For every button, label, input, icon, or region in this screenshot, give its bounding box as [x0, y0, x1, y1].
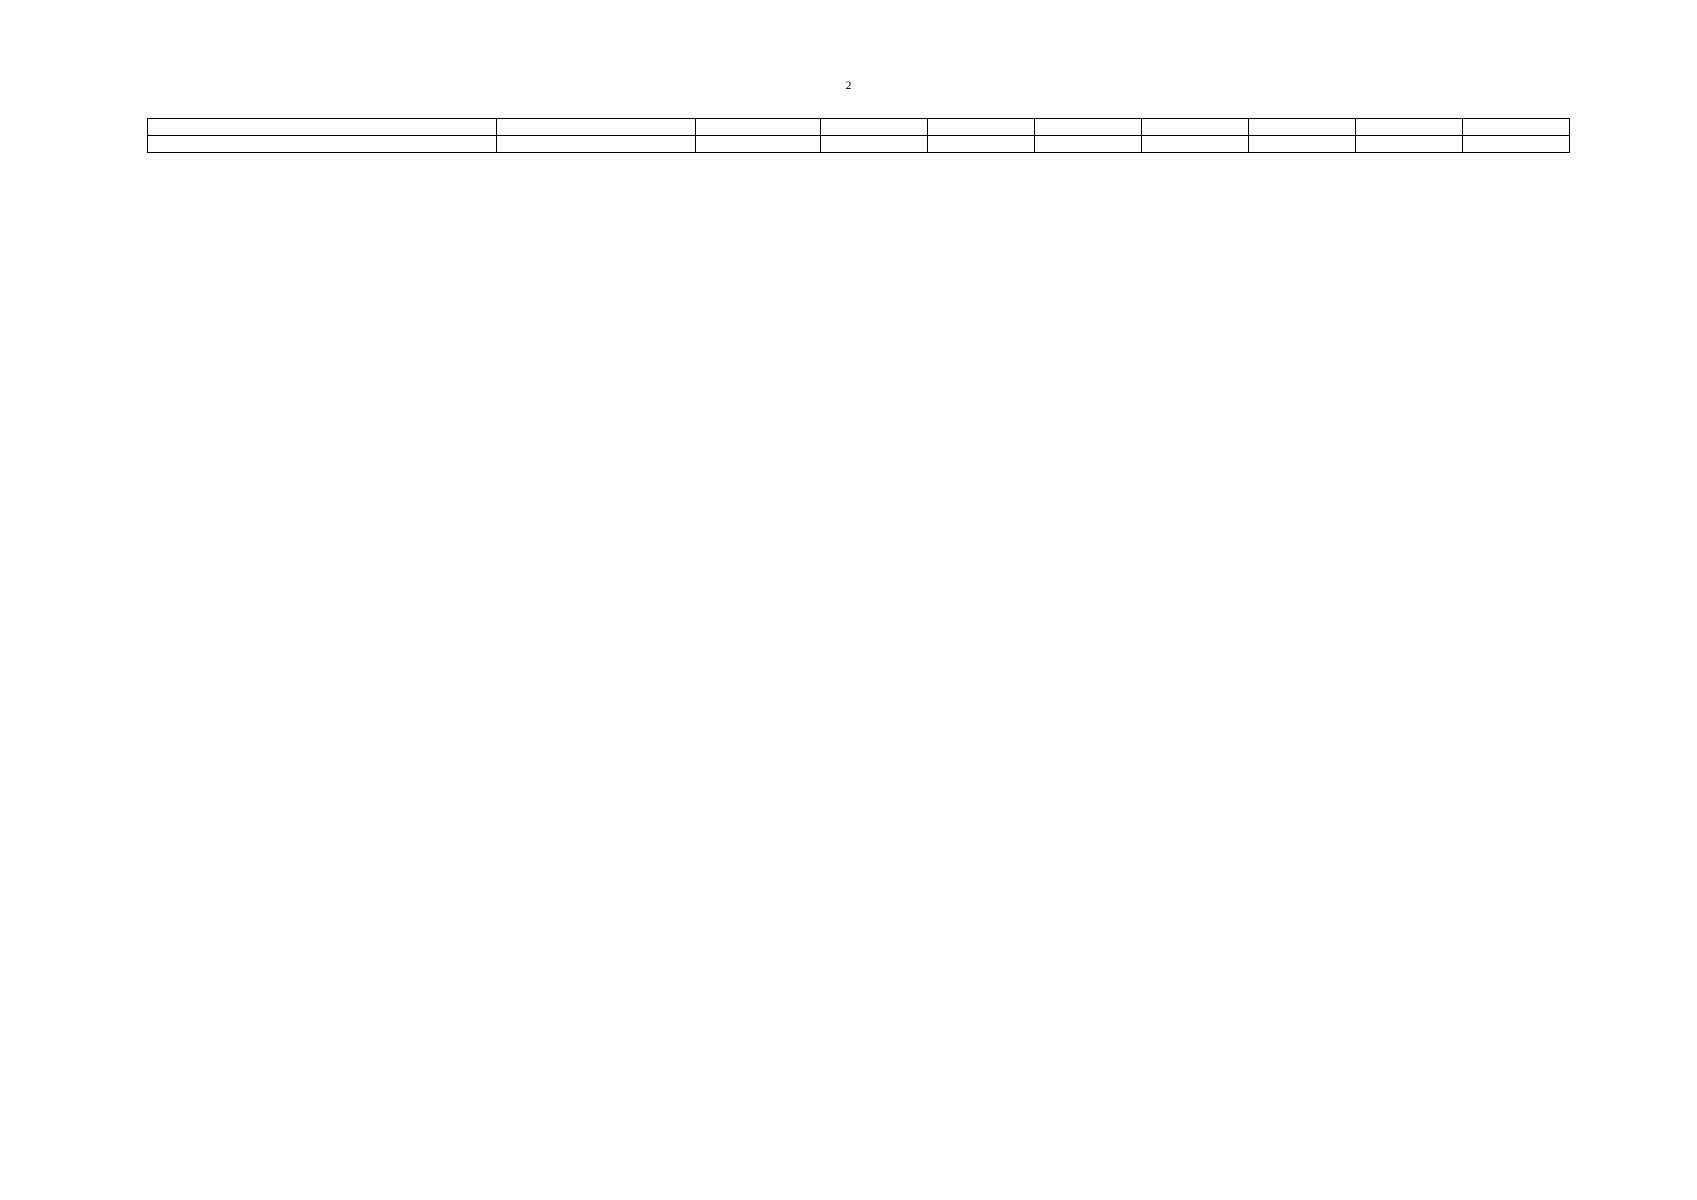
row-value-cell — [821, 136, 928, 153]
row-value-cell — [1463, 119, 1570, 136]
row-value-cell — [1463, 136, 1570, 153]
row-value-cell — [1035, 136, 1142, 153]
budget-table — [147, 118, 1570, 153]
row-value-cell — [1035, 119, 1142, 136]
row-value-cell — [1249, 136, 1356, 153]
row-source-cell — [696, 119, 821, 136]
row-value-cell — [1142, 119, 1249, 136]
row-value-cell — [928, 119, 1035, 136]
row-name-cell — [148, 119, 497, 136]
row-value-cell — [821, 119, 928, 136]
row-executor-cell — [497, 119, 696, 136]
row-value-cell — [1142, 136, 1249, 153]
budget-table-body — [148, 119, 1570, 153]
page-number: 2 — [845, 78, 852, 92]
row-value-cell — [928, 136, 1035, 153]
row-executor-cell — [497, 136, 696, 153]
row-value-cell — [1249, 119, 1356, 136]
row-value-cell — [1356, 136, 1463, 153]
table-row — [148, 136, 1570, 153]
row-name-cell — [148, 136, 497, 153]
table-row — [148, 119, 1570, 136]
row-value-cell — [1356, 119, 1463, 136]
row-source-cell — [696, 136, 821, 153]
